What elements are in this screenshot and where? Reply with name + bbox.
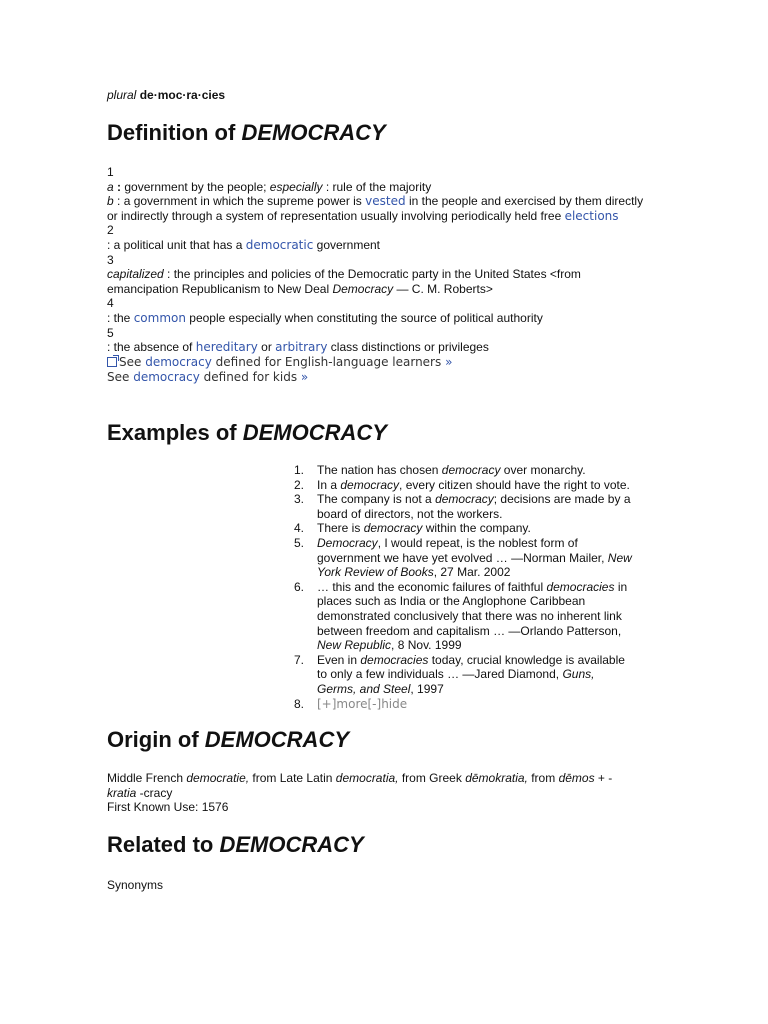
sense-number: 5 bbox=[107, 325, 114, 340]
plural-label: plural bbox=[107, 88, 137, 102]
synonyms-label: Synonyms bbox=[107, 878, 164, 892]
example-item: 8. [+]more[-]hide bbox=[294, 696, 408, 711]
link-arbitrary[interactable]: arbitrary bbox=[275, 340, 328, 355]
link-vested[interactable]: vested bbox=[365, 194, 406, 209]
example-item: 4. There is democracy within the company. bbox=[294, 521, 531, 536]
example-item: 2. In a democracy, every citizen should have the right to vote. bbox=[294, 477, 630, 492]
origin-heading-word: DEMOCRACY bbox=[204, 727, 350, 752]
arrow-icon[interactable]: » bbox=[300, 369, 309, 384]
origin-text: Middle French democratie, from Late Latin democratia, from Greek dēmokratia, from dēmos + - kratia -cracy First Known Use: 1576 bbox=[107, 771, 613, 815]
related-heading-word: DEMOCRACY bbox=[219, 832, 364, 857]
link-elections[interactable]: elections bbox=[564, 208, 619, 223]
sense-4: : the common people especially when constituting the source of political authority bbox=[107, 310, 543, 325]
example-item: 7. Even in democracies today, crucial knowledge is available to only a few individuals … —Jared Diamond, Guns, Germs, and Steel, 1997 bbox=[294, 652, 625, 696]
more-hide-toggle[interactable]: [+]more[-]hide bbox=[317, 696, 408, 711]
sense-5: : the absence of hereditary or arbitrary class distinctions or privileges bbox=[107, 340, 489, 355]
link-kids-democracy[interactable]: democracy bbox=[133, 369, 200, 384]
origin-heading: Origin of DEMOCRACY bbox=[107, 727, 350, 752]
definition-heading-word: DEMOCRACY bbox=[241, 120, 386, 145]
example-item: 3. The company is not a democracy; decisions are made by a board of directors, not the workers. bbox=[294, 492, 631, 521]
definition-heading: Definition of DEMOCRACY bbox=[107, 120, 386, 145]
first-known-use: First Known Use: 1576 bbox=[107, 800, 229, 815]
examples-list bbox=[277, 463, 637, 711]
definitions-block bbox=[107, 165, 647, 385]
link-learners-democracy[interactable]: democracy bbox=[145, 354, 212, 369]
sense-1b: b : a government in which the supreme power is vested in the people and exercised by them directly or indirectly through a system of representation usually involving periodically held free elections bbox=[107, 194, 644, 223]
see-learners-line: See democracy defined for English-language learners » bbox=[107, 355, 647, 370]
sense-number: 3 bbox=[107, 252, 114, 267]
example-item: 5. Democracy, I would repeat, is the noblest form of government we have yet evolved … —Norman Mailer, New York Review of Books, 27 Mar. 2002 bbox=[294, 535, 632, 580]
link-democratic[interactable]: democratic bbox=[245, 237, 314, 252]
plural-word: de·moc·ra·cies bbox=[139, 88, 226, 102]
sense-number: 4 bbox=[107, 296, 114, 311]
sense-number: 1 bbox=[107, 165, 114, 179]
examples-heading: Examples of DEMOCRACY bbox=[107, 420, 387, 445]
related-heading: Related to DEMOCRACY bbox=[107, 832, 364, 857]
link-common[interactable]: common bbox=[133, 310, 186, 325]
example-item: 6. … this and the economic failures of faithful democracies in places such as India or the Anglophone Caribbean demonstrated conclusively that there was no inherent link between freedom and capitalism … —Orlando Patterson, New Republic, 8 Nov. 1999 bbox=[294, 579, 628, 653]
sense-2: : a political unit that has a democratic government bbox=[107, 237, 381, 252]
sense-number: 2 bbox=[107, 223, 114, 238]
example-item: 1. The nation has chosen democracy over monarchy. bbox=[294, 463, 586, 477]
external-link-icon bbox=[107, 357, 117, 367]
sense-3: capitalized : the principles and policies of the Democratic party in the United States <from emancipation Republicanism to New Deal Democracy — C. M. Roberts> bbox=[107, 267, 581, 296]
sense-1a: a : government by the people; especially : rule of the majority bbox=[107, 179, 432, 194]
arrow-icon[interactable]: » bbox=[445, 354, 453, 369]
see-kids-line: See democracy defined for kids » bbox=[107, 369, 309, 384]
plural-form bbox=[107, 88, 225, 102]
link-hereditary[interactable]: hereditary bbox=[195, 340, 258, 355]
examples-heading-word: DEMOCRACY bbox=[242, 420, 387, 445]
